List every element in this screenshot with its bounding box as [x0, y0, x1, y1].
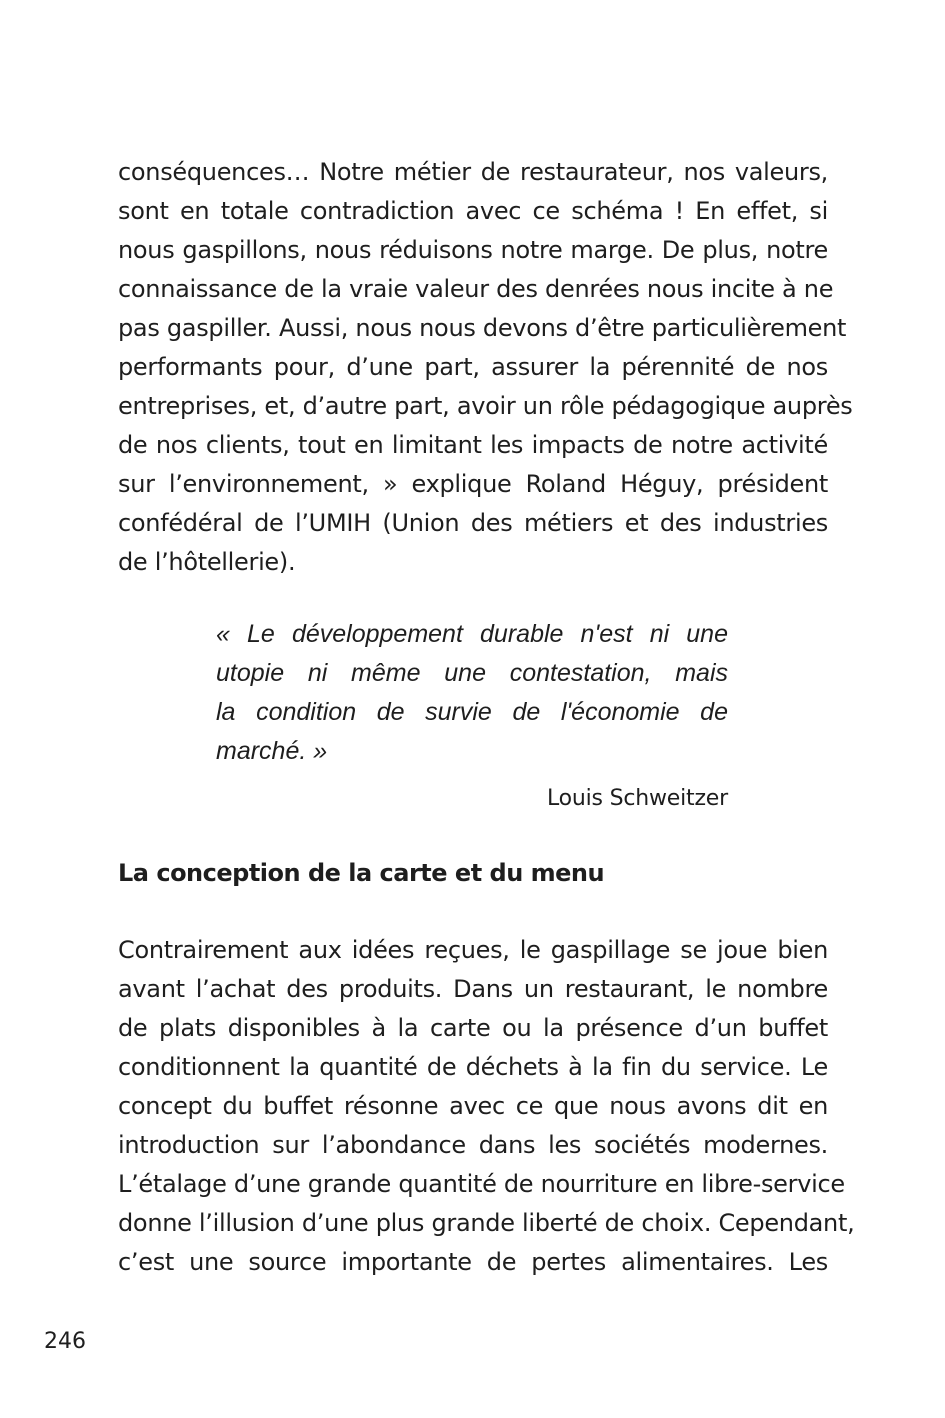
paragraph-line: introduction sur l’abondance dans les sociétés modernes.	[118, 1131, 828, 1159]
paragraph-line: connaissance de la vraie valeur des denrées nous incite à ne	[118, 275, 834, 303]
paragraph-line: avant l’achat des produits. Dans un restaurant, le nombre	[118, 975, 828, 1003]
paragraph-line: de l’hôtellerie).	[118, 548, 296, 576]
paragraph-line: conditionnent la quantité de déchets à la fin du service. Le	[118, 1053, 828, 1081]
page-number: 246	[44, 1329, 86, 1354]
section-heading: La conception de la carte et du menu	[118, 859, 605, 887]
paragraph-line: confédéral de l’UMIH (Union des métiers et des industries	[118, 509, 828, 537]
paragraph-line: c’est une source importante de pertes alimentaires. Les	[118, 1248, 828, 1276]
quote-author: Louis Schweitzer	[546, 786, 728, 811]
paragraph-line: conséquences… Notre métier de restaurateur, nos valeurs,	[118, 158, 828, 186]
paragraph-line: sont en totale contradiction avec ce schéma ! En effet, si	[118, 197, 828, 225]
quote-line: la condition de survie de l'économie de	[216, 698, 728, 726]
paragraph-line: performants pour, d’une part, assurer la pérennité de nos	[118, 353, 828, 381]
paragraph-line: Contrairement aux idées reçues, le gaspillage se joue bien	[118, 936, 828, 964]
paragraph-line: L’étalage d’une grande quantité de nourriture en libre-service	[118, 1170, 845, 1198]
paragraph-line: sur l’environnement, » explique Roland Héguy, président	[118, 470, 828, 498]
paragraph-line: de plats disponibles à la carte ou la présence d’un buffet	[118, 1014, 828, 1042]
paragraph-line: entreprises, et, d’autre part, avoir un rôle pédagogique auprès	[118, 392, 853, 420]
paragraph-line: donne l’illusion d’une plus grande liberté de choix. Cependant,	[118, 1209, 855, 1237]
paragraph-line: concept du buffet résonne avec ce que nous avons dit en	[118, 1092, 828, 1120]
paragraph-line: pas gaspiller. Aussi, nous nous devons d’être particulièrement	[118, 314, 847, 342]
quote-line: marché. »	[216, 737, 328, 765]
quote-line: utopie ni même une contestation, mais	[216, 659, 728, 687]
paragraph-line: nous gaspillons, nous réduisons notre marge. De plus, notre	[118, 236, 828, 264]
quote-line: « Le développement durable n'est ni une	[216, 620, 728, 648]
paragraph-line: de nos clients, tout en limitant les impacts de notre activité	[118, 431, 828, 459]
